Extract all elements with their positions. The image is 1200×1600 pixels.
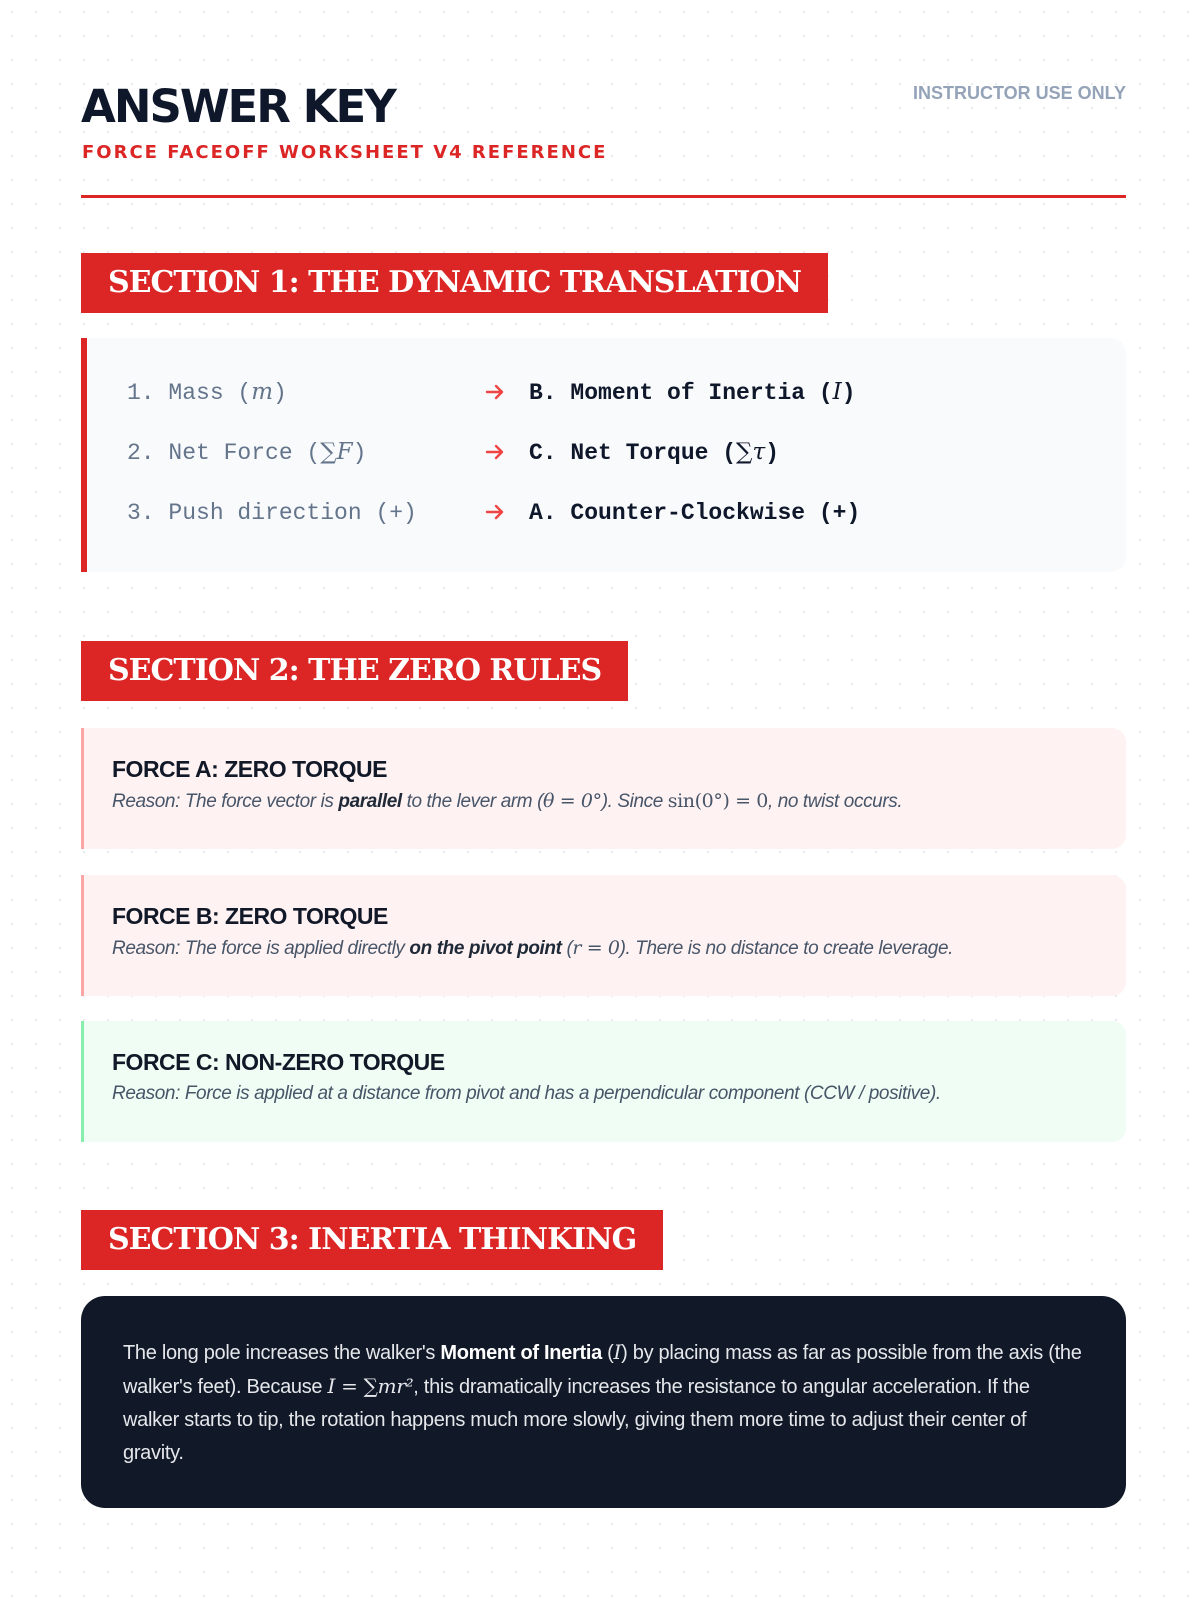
section-3-heading: SECTION 3: INERTIA THINKING — [81, 1210, 663, 1270]
inertia-explanation-panel — [81, 1296, 1126, 1508]
page-title: ANSWER KEY — [81, 80, 395, 133]
arrow-right-icon — [483, 440, 507, 464]
page-header — [81, 80, 1126, 198]
arrow-right-icon — [483, 380, 507, 404]
rule-card-force-b — [81, 875, 1126, 996]
section-1-heading: SECTION 1: THE DYNAMIC TRANSLATION — [81, 253, 828, 313]
match-right-term: B. Moment of Inertia (I) — [529, 379, 856, 406]
match-row — [87, 372, 1126, 412]
rule-reason: Reason: The force is applied directly on the pivot point (r = 0). There is no distance to create leverage. — [112, 937, 953, 959]
rule-reason: Reason: The force vector is parallel to the lever arm (θ = 0°). Since sin(0°) = 0, no twist occurs. — [112, 790, 903, 812]
section-2-heading: SECTION 2: THE ZERO RULES — [81, 641, 628, 701]
match-left-term: 1. Mass (m) — [127, 379, 287, 406]
inertia-explanation-text: The long pole increases the walker's Moment of Inertia (I) by placing mass as far as possible from the axis (the walker's feet). Because I = ∑mr², this dramatically increases the resistance to angular acceleration. If the walker starts to tip, the rotation happens much more slowly, giving them more time to adjust their center of gravity. — [123, 1340, 1082, 1464]
match-row — [87, 492, 1126, 532]
rule-title: FORCE B: ZERO TORQUE — [112, 903, 388, 929]
match-right-term: C. Net Torque (∑τ) — [529, 439, 780, 466]
match-left-term: 2. Net Force (∑F) — [127, 439, 367, 466]
page-subtitle: FORCE FACEOFF WORKSHEET V4 REFERENCE — [82, 142, 608, 163]
rule-card-force-a — [81, 728, 1126, 849]
match-row — [87, 432, 1126, 472]
match-left-term: 3. Push direction (+) — [127, 500, 417, 526]
rule-card-force-c — [81, 1021, 1126, 1142]
match-right-term: A. Counter-Clockwise (+) — [529, 500, 861, 526]
rule-title: FORCE A: ZERO TORQUE — [112, 756, 387, 782]
instructor-stamp: INSTRUCTOR USE ONLY — [912, 83, 1126, 103]
translation-match-box — [81, 338, 1126, 572]
rule-title: FORCE C: NON-ZERO TORQUE — [112, 1049, 445, 1075]
arrow-right-icon — [483, 500, 507, 524]
rule-reason: Reason: Force is applied at a distance from pivot and has a perpendicular component (CCW / positive). — [112, 1083, 941, 1104]
